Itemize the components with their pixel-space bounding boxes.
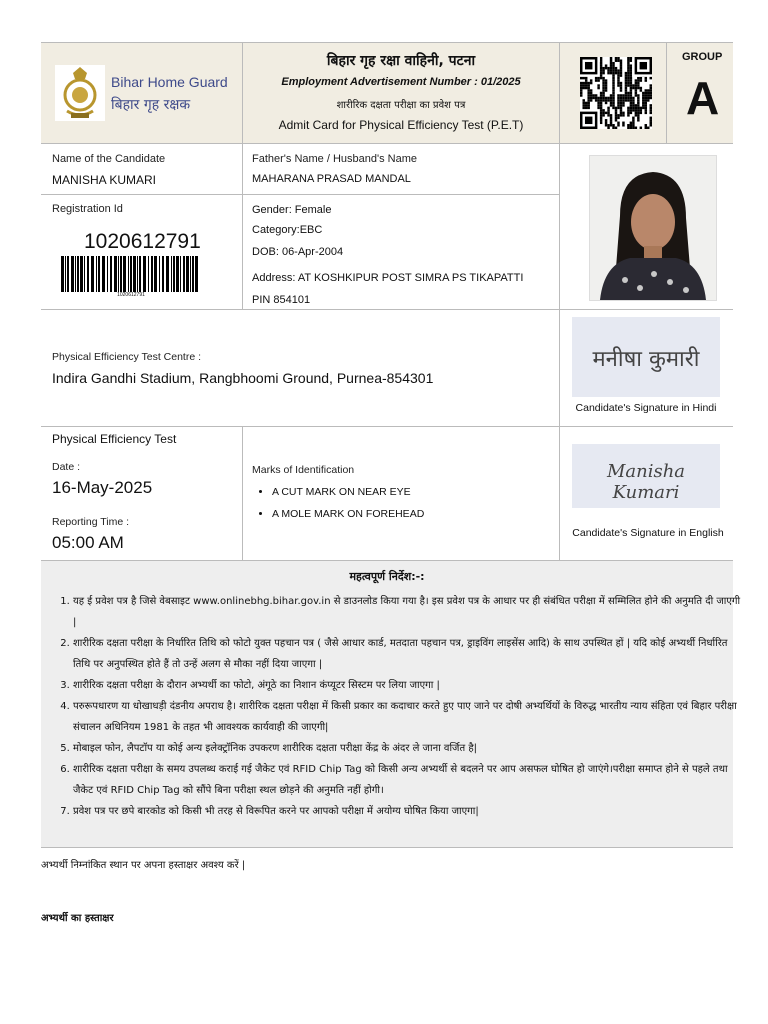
brand-name-hindi: बिहार गृह रक्षक xyxy=(111,97,191,113)
group-value: A xyxy=(686,72,720,124)
hindi-signature-text: मनीषा कुमारी xyxy=(592,347,700,372)
instruction-item: 4. परुरूपधारण या धोखाधड़ी दंडनीय अपराध है। शारीरिक दक्षता परीक्षा में किसी प्रकार का कदाचार करते हुए पाए जाने पर दोषी अभ्यर्थियों के विरुद्ध भारतीय न्याय संहिता एवं बिहार परीक्षा संचालन अधिनियम 1981 के तहत भी आवश्यक कार्यवाही की जाएगी| xyxy=(73,696,745,738)
instructions-title: महत्वपूर्ण निर्देश:-: xyxy=(349,570,425,583)
hindi-signature-label: Candidate's Signature in Hindi xyxy=(575,402,717,414)
reporting-time: 05:00 AM xyxy=(52,533,124,552)
date-of-birth: DOB: 06-Apr-2004 xyxy=(252,246,344,258)
identification-marks-list xyxy=(252,481,424,525)
card-header xyxy=(41,43,733,144)
english-signature-text: Manisha Kumari xyxy=(606,461,686,503)
instruction-item: 7. प्रवेश पत्र पर छपे बारकोड को किसी भी तरह से विरूपित करने पर आपको परीक्षा में अयोग्य घोषित किया जाएगा| xyxy=(73,801,745,822)
identification-mark: • A MOLE MARK ON FOREHEAD xyxy=(272,503,424,525)
exam-centre-row xyxy=(41,310,733,427)
admit-card-title-hindi: शारीरिक दक्षता परीक्षा का प्रवेश पत्र xyxy=(336,100,466,111)
bihar-home-guard-emblem-icon xyxy=(55,65,105,121)
admit-card-title: Admit Card for Physical Efficiency Test (P.E.T) xyxy=(278,118,524,132)
marks-label: Marks of Identification xyxy=(252,464,355,476)
registration-label: Registration Id xyxy=(52,203,123,215)
group-label: GROUP xyxy=(682,51,723,63)
instruction-item: 2. शारीरिक दक्षता परीक्षा के निर्धारित तिथि को फोटो युक्त पहचान पत्र ( जैसे आधार कार्ड, मतदाता पहचान पत्र, ड्राइविंग लाइसेंस आदि) के साथ उपस्थित हों | यदि कोई अभ्यर्थी निर्धारित तिथि पर अनुपस्थित होते हैं तो उन्हें अलग से मौका नहीं दिया जाएगा | xyxy=(73,633,745,675)
advertisement-number: Employment Advertisement Number : 01/2025 xyxy=(281,76,521,88)
english-signature-image xyxy=(572,444,720,508)
instructions-list xyxy=(55,591,745,822)
candidate-photo xyxy=(589,155,717,301)
signature-instruction: अभ्यर्थी निम्नांकित स्थान पर अपना हस्ताक्षर अवश्य करें | xyxy=(41,860,246,871)
category: Category:EBC xyxy=(252,224,323,236)
candidate-signature-label: अभ्यर्थी का हस्ताक्षर xyxy=(41,913,114,924)
registration-id: 1020612791 xyxy=(84,230,201,253)
english-signature-label: Candidate's Signature in English xyxy=(572,527,724,539)
instruction-item: 3. शारीरिक दक्षता परीक्षा के दौरान अभ्यर्थी का फोटो, अंगूठे का निशान कंप्यूटर सिस्टम पर लिया जाएगा | xyxy=(73,675,745,696)
test-date: 16-May-2025 xyxy=(52,478,153,497)
centre-label: Physical Efficiency Test Centre : xyxy=(52,351,202,363)
candidate-name: MANISHA KUMARI xyxy=(52,173,157,187)
instructions-section xyxy=(41,561,741,848)
instruction-item: 1. यह ई प्रवेश पत्र है जिसे वेबसाइट www.onlinebhg.bihar.gov.in से डाउनलोड किया गया है। इस प्रवेश पत्र के आधार पर ही संबंधित परीक्षा में सम्मिलित होने की अनुमति दी जाएगी | xyxy=(73,591,745,633)
gender: Gender: Female xyxy=(252,204,332,216)
candidate-details xyxy=(41,144,733,310)
barcode-icon xyxy=(61,256,201,292)
brand-name-english: Bihar Home Guard xyxy=(111,74,228,90)
admit-card xyxy=(41,42,741,817)
name-label: Name of the Candidate xyxy=(52,153,166,165)
instruction-item: 5. मोबाइल फोन, लैपटॉप या कोई अन्य इलेक्ट्रॉनिक उपकरण शारीरिक दक्षता परीक्षा केंद्र के अंदर ले जाना वर्जित है| xyxy=(73,738,745,759)
organization-title: बिहार गृह रक्षा वाहिनी, पटना xyxy=(326,53,476,69)
test-heading: Physical Efficiency Test xyxy=(52,432,177,446)
hindi-signature-image xyxy=(572,317,720,397)
barcode-text: 1020612791 xyxy=(117,292,145,298)
centre-value: Indira Gandhi Stadium, Rangbhoomi Ground, Purnea-854301 xyxy=(52,370,434,386)
date-label: Date : xyxy=(52,461,81,473)
reporting-time-label: Reporting Time : xyxy=(52,516,130,528)
address: Address: AT KOSHKIPUR POST SIMRA PS TIKAPATTI PIN 854101 xyxy=(252,272,524,306)
qr-code-icon xyxy=(580,57,652,129)
father-name-label: Father's Name / Husband's Name xyxy=(252,153,417,165)
father-name: MAHARANA PRASAD MANDAL xyxy=(252,173,411,185)
identification-mark: • A CUT MARK ON NEAR EYE xyxy=(272,481,424,503)
instruction-item: 6. शारीरिक दक्षता परीक्षा के समय उपलब्ध कराई गई जैकेट एवं RFID Chip Tag को किसी अन्य अभ्यर्थी से बदलने पर आप असफल घोषित हो जाएंगे।परीक्षा समाप्त होने से पहले तथा जैकेट एवं RFID Chip Tag को सौंपे बिना परीक्षा स्थल छोड़ने की अनुमति नहीं होगी। xyxy=(73,759,745,801)
